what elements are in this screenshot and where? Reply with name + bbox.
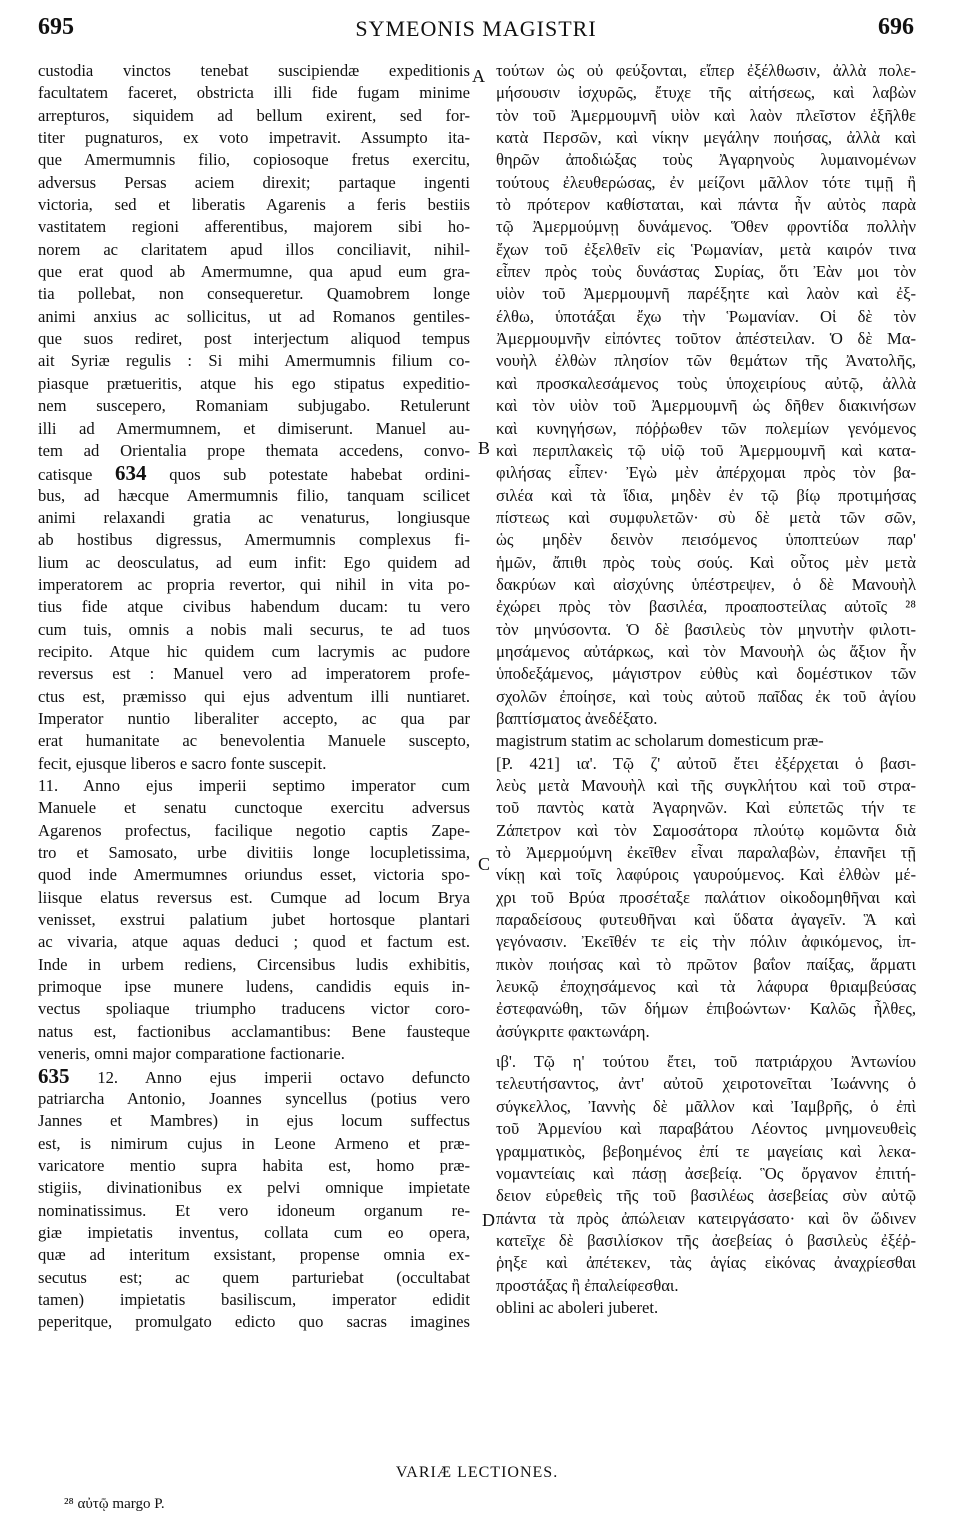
text-line: Manuele et senatu cunctoque exercitu adversus xyxy=(38,798,470,818)
text-line: victoria, sed et liberatis Agarenis a feris bestiis xyxy=(38,195,470,215)
text-line: νίκῃ καὶ τοῖς λαφύροις γαυρούμενος. Καὶ ἐλθὼν μέ- xyxy=(496,865,916,885)
text-line: Ζάπετρον καὶ τὸν Σαμοσάτορα πλούτῳ κομῶντα διὰ xyxy=(496,820,916,840)
text-line: illi ad Amermumnem, et dimiserunt. Manuel au- xyxy=(38,418,470,438)
latin-end-line: oblini ac aboleri juberet. xyxy=(496,1297,659,1317)
text-line: arrepturos, siquidem ad bellum exirent, sed for- xyxy=(38,105,470,125)
text-line: σιλέα καὶ τὰ ἴδια, μηδὲν ἐν τῷ βίῳ προτιμήσας xyxy=(496,485,916,505)
text-line: λεὺς μετὰ Μανουὴλ καὶ τῆς συγκλήτου καὶ τοῦ στρα- xyxy=(496,776,916,795)
text-line: est, is nimirum cujus in Leone Armeno et præ- xyxy=(38,1133,470,1153)
margin-letter-b: B xyxy=(478,438,491,458)
text-line: tius fide atque civibus habendum ducam: tu vero xyxy=(38,597,470,617)
running-header xyxy=(38,14,914,48)
margin-letter-c: C xyxy=(478,854,491,874)
text-line: animi relaxandi gratia ac venaturus, longiusque xyxy=(38,507,470,527)
text-line: peperitque, promulgato edicto quo sacras imagines xyxy=(38,1312,470,1332)
text-line: θηρῶν ἀποδιώξας τοὺς Ἀγαρηνοὺς λυμαινομένων xyxy=(496,150,916,170)
text-line: patriarcha Antonio, Joannes syncellus (potius vero xyxy=(38,1088,470,1108)
text-line: cum tuis, omnis a nobis mali securus, te ad tuos xyxy=(38,619,470,639)
page-number-left: 695 xyxy=(38,14,74,40)
text-line: καὶ προσκαλεσάμενος τοὺς ὑποχειρίους αὐτῷ, ἀλλὰ xyxy=(496,373,916,393)
text-line: nem suscepero, Romaniam subjugabo. Retulerunt xyxy=(38,396,470,416)
text-line: φιλήσας εἶπεν· Ἐγὼ μὲν ἀπέρχομαι πρὸς τὸν βα- xyxy=(496,463,916,483)
text-line: 635 12. Anno ejus imperii octavo defuncto xyxy=(38,1065,470,1088)
text-line: primoque ipse munere ludens, candidis equis in- xyxy=(38,977,470,997)
text-line: λευκῷ ἐποχησάμενος καὶ τὰ λάφυρα θριαμβεύσας xyxy=(496,977,916,997)
text-line: veneris, omni major comparatione factionarie. xyxy=(38,1044,345,1064)
text-line: que erat quod ab Amermumne, qua apud eum gra- xyxy=(38,262,470,282)
text-line: ὑποδεξάμενος, μάγιστρον εὐθὺς καὶ δομέστικον τῶν xyxy=(496,664,916,684)
page-mark-634: 634 xyxy=(115,462,147,485)
text-line: quod inde Amermumnes oriundus esset, victoria spo- xyxy=(38,865,470,885)
text-line: πάντα τὰ πρὸς ἀπώλειαν κατειργάσατο· καὶ ὃν ὤδινεν xyxy=(496,1208,916,1228)
text-line: secutus est; ac quem parturiebat (occultabat xyxy=(38,1267,470,1287)
text-line: τὸ πρότερον καθίσταται, καὶ πάντα ἦν αὐτὸς παρὰ xyxy=(496,195,916,215)
text-line: μήσουσιν ἰσχυρῶς, ἔτυχε τῆς αἰτήσεως, καὶ λαβὼν xyxy=(496,83,916,103)
greek-column xyxy=(496,60,916,1319)
text-line: μησάμενος αὐτάρκως, καὶ τὸν Μανουὴλ ὡς ἄξιον ἦν xyxy=(496,641,916,661)
footnote: ²⁸ αὐτῷ margo P. xyxy=(64,1496,165,1512)
text-line: τοῦ παντὸς κατὰ Ἀγαρηνῶν. Καὶ εὐπετῶς τήν τε xyxy=(496,798,916,818)
text-line: δειον εὑρεθεὶς τῆς τοῦ βασιλέως ἀσεβείας σὺν αὐτῷ xyxy=(496,1186,916,1206)
text-line: γεγόνασιν. Ἐκεῖθέν τε εἰς τὴν πόλιν ἀφικόμενος, ἱπ- xyxy=(496,932,916,952)
page-number-right: 696 xyxy=(878,14,914,40)
text-line: recipito. Atque hic quidem cum lacrymis ac pudore xyxy=(38,641,470,661)
text-line: quæ ad interitum exsistant, propense omnia ex- xyxy=(38,1245,470,1265)
text-line: ῥηξε καὶ ἀπέτεκεν, τὰς ἁγίας εἰκόνας ἀναχρίεσθαι xyxy=(496,1253,916,1273)
text-line: ἡμῶν, ἄπιθι πρὸς τοὺς σούς. Καὶ οὗτος μὲν μετὰ xyxy=(496,552,916,572)
text-line: βαπτίσματος ἀνεδέξατο. xyxy=(496,708,658,728)
text-line: animi anxius ac sollicitus, ut ad Romanos gentiles- xyxy=(38,306,470,326)
text-line: έλθω, ὑποτάξαι ἔχω τὴν Ῥωμανίαν. Οἱ δὲ τὸν xyxy=(496,306,916,326)
text-line: νουὴλ ἐλθὼν πλησίον τῶν θεμάτων τῆς Ἀνατολῆς, xyxy=(496,351,916,371)
text-line: χρι τοῦ Βρύα προσέταξε παλάτιον οἰκοδομηθῆναι καὶ xyxy=(496,887,916,907)
latin-continuation: magistrum statim ac scholarum domesticum præ- xyxy=(496,731,824,751)
text-line: ιβ'. Τῷ η' τούτου ἔτει, τοῦ πατριάρχου Ἀντωνίου xyxy=(496,1052,916,1072)
text-line: catisque 634 quos sub potestate habebat ordini- xyxy=(38,462,470,485)
text-line: vectus spoliaque triumpho traducens victor coro- xyxy=(38,999,470,1019)
text-line: κατεῖχε δὲ βασιλίσκον τῆς ἀσεβείας ὁ βασιλεὺς ἐξέῤ- xyxy=(496,1230,916,1250)
text-line: τοῦ Ἀρμενίου καὶ παραβάτου Λέοντος μνημονευθεὶς xyxy=(496,1119,916,1139)
text-line: τῷ Ἀμερμούμνῃ δυνάμενος. Ὅθεν φροντίδα πολλὴν xyxy=(496,217,916,237)
text-line: ἀσύγκριτε φακτωνάρη. xyxy=(496,1021,650,1041)
text-line: παραδείσους φυτευθῆναι καὶ ὕδατα ἀγαγεῖν. Ἃ καὶ xyxy=(496,910,916,930)
margin-letter-a: A xyxy=(472,66,485,86)
text-line: facultatem faceret, obstricta illi fide fugam minime xyxy=(38,83,470,103)
latin-column xyxy=(38,60,470,1334)
variae-lectiones-heading: VARIÆ LECTIONES. xyxy=(395,1464,559,1481)
text-line: custodia vinctos tenebat suscipiendæ expeditionis xyxy=(38,61,470,80)
text-line: τούτους ἐλευθερώσας, ἐν μείζονι μᾶλλον τότε τιμῇ ἢ xyxy=(496,172,916,192)
text-line: τὸ Ἀμερμούμνη ἐκεῖθεν εἶναι παραλαβὼν, ἐπανῆει τῇ xyxy=(496,843,916,863)
text-line: κατὰ Περσῶν, καὶ νίκην μεγάλην ποιήσας, ἀλλὰ καὶ xyxy=(496,128,916,148)
text-line: venisset, exstrui palatium jubet hortosque plantari xyxy=(38,910,470,930)
text-line: ὡς μηδὲν δεινὸν πεισόμενος ὑποπτεύων παρ' xyxy=(496,530,916,550)
text-line: lium ac deosculatus, ad eum infit: Ego quidem ad xyxy=(38,552,470,572)
text-line: γραμματικὸς, βεβοημένος ἐπί τε μαγείαις καὶ λεκα- xyxy=(496,1141,916,1161)
text-line: norem ac claritatem apud illos conciliavit, nihil- xyxy=(38,239,470,259)
text-line: liisque elatus reversus est. Cumque ad locum Brya xyxy=(38,887,470,907)
text-line: tia pollebat, non consequeretur. Quamobrem longe xyxy=(38,284,470,304)
text-line: τὸν τοῦ Ἀμερμουμνῆ υἱὸν καὶ λαὸν πλεῖστον ἐξῆλθε xyxy=(496,105,916,125)
text-line: εἶπεν πρὸς τοὺς δυνάστας Συρίας, ὅτι Ἐὰν μοι τὸν xyxy=(496,262,916,282)
text-line: Ἀμερμουμνῆν εἰπόντες τοῦτον ἀπέστειλαν. Ὁ δὲ Μα- xyxy=(496,329,916,349)
text-line: Imperator nuntio liberaliter accepto, ac qua par xyxy=(38,708,470,728)
text-line: σχολῶν ἐποίησε, καὶ τοὺς αὐτοῦ παῖδας ἐκ τοῦ ἁγίου xyxy=(496,686,916,706)
text-line: tem ad Orientalia prope themata accedens, convo- xyxy=(38,440,470,460)
text-line: ac vivaria, atque aquas deduci ; quod et factum est. xyxy=(38,932,470,952)
text-line: que Amermumnis filio, copiosoque fretus exercitu, xyxy=(38,150,470,170)
text-line: ἐχώρει πρὸς τὸν βασιλέα, προαποστείλας αὐτοῖς ²⁸ xyxy=(496,597,916,617)
text-line: que suos rediret, post interjectum aliquod tempus xyxy=(38,329,470,349)
page-mark-635: 635 xyxy=(38,1065,70,1088)
text-line: nominatissimus. Et vero idoneum organum re- xyxy=(38,1200,470,1220)
text-line: natus est, factionibus acclamantibus: Bene fausteque xyxy=(38,1021,470,1041)
text-line: ἐστεφανώθη, τῶν δήμων ἐπιβοώντων· Καλῶς ἦλθες, xyxy=(496,999,916,1019)
text-line: πίστεως καὶ συμφυλετῶν· σὺ δὲ μετὰ τῶν σῶν, xyxy=(496,507,916,527)
text-line: τελευτήσαντος, ἀντ' αὐτοῦ χειροτονεῖται Ἰωάννης ὁ xyxy=(496,1074,916,1094)
text-line: Inde in urbem rediens, Circensibus ludis exhibitis, xyxy=(38,954,470,974)
text-line: 11. Anno ejus imperii septimo imperator cum xyxy=(38,776,470,795)
text-line: titer pugnaturos, ex voto impetravit. Assumpto ita- xyxy=(38,128,470,148)
text-line: Jannes et Mambres) in ejus locum suffectus xyxy=(38,1111,470,1131)
text-line: νομαντείαις καὶ πάσῃ ἀσεβείᾳ. Ὃς ὄργανον ἐπιτή- xyxy=(496,1163,916,1183)
text-line: giæ impietatis inventus, collata cum eo opera, xyxy=(38,1222,470,1242)
text-line: vastitatem regioni afferentibus, majorem sibi ho- xyxy=(38,217,470,237)
text-line: ab hostibus digressus, Amermumnis complexus fi- xyxy=(38,530,470,550)
margin-letter-d: D xyxy=(482,1210,495,1230)
text-line: bus, ad hæcque Amermumnis filio, tanquam scilicet xyxy=(38,485,470,505)
text-line: ait Syriæ regulis : Si mihi Amermumnis filium co- xyxy=(38,351,470,371)
text-line: erat humanitate ac benevolentia Manuele suscepto, xyxy=(38,731,470,751)
text-line: δακρύων καὶ αἰσχύνης ὑπέστρεψεν, ὁ δὲ Μανουὴλ xyxy=(496,574,916,594)
running-title: SYMEONIS MAGISTRI xyxy=(355,16,597,41)
text-line: τὸν μηνύσοντα. Ὁ δὲ βασιλεὺς τὸν μηνυτὴν φιλοτι- xyxy=(496,619,916,639)
text-line: adversus Persas aciem direxit; partaque ingenti xyxy=(38,172,470,192)
text-line: tamen) impietatis basiliscum, imperator edidit xyxy=(38,1289,470,1309)
text-line: ἔχων τοῦ ἐξελθεῖν εἰς Ῥωμανίαν, μετὰ καιρόν τινα xyxy=(496,239,916,259)
text-line: καὶ τὸν υἱὸν τοῦ Ἀμερμουμνῆ ὡς δῆθεν διακινήσων xyxy=(496,396,916,416)
text-line: tro et Samosato, urbe divitiis longe locupletissima, xyxy=(38,843,470,863)
text-line: stigiis, divinationibus ex pelvi omnique impietate xyxy=(38,1178,470,1198)
text-line: varicatore mentio supra habita est, homo præ- xyxy=(38,1155,470,1175)
text-line: τούτων ὡς οὐ φεύξονται, εἴπερ ἐξέλθωσιν, ἀλλὰ πολε- xyxy=(496,61,916,80)
text-line: reversus est : Manuel vero ad imperatorem profe- xyxy=(38,664,470,684)
text-line: [P. 421] ια'. Τῷ ζ' αὐτοῦ ἔτει ἐξέρχεται ὁ βασι- xyxy=(496,753,916,773)
text-line: καὶ περιπλακεὶς τῷ υἱῷ τοῦ Ἀμερμουμνῆ καὶ κατα- xyxy=(496,440,916,460)
text-line: προστάξας ἢ ἐπαλείφεσθαι. xyxy=(496,1275,679,1295)
text-line: imperatorem ac propria revertor, qui nihil in vita po- xyxy=(38,574,470,594)
text-line: υἱὸν τοῦ Ἀμερμουμνῆ παρέξητε καὶ λαὸν καὶ ἐξ- xyxy=(496,284,916,304)
text-line: piasque prætueritis, atque his ego stipatus expeditio- xyxy=(38,373,470,393)
text-line: καὶ κυνηγήσων, πόῤῥωθεν τῶν πολεμίων γενόμενος xyxy=(496,418,916,438)
text-line: πικὸν ποιήσας καὶ τὸ πρῶτον βαΐον παίξας, ἅρματι xyxy=(496,954,916,974)
text-line: ctus est, præmisso qui ejus adventum illi nuntiaret. xyxy=(38,686,470,706)
text-line: fecit, ejusque liberos e sacro fonte suscepit. xyxy=(38,753,327,773)
text-line: σύγκελλος, Ἰαννὴς δὲ μᾶλλον καὶ Ἰαμβρῆς, ὁ ἐπὶ xyxy=(496,1096,916,1116)
text-line: Agarenos profectus, facilique negotio captis Zape- xyxy=(38,820,470,840)
